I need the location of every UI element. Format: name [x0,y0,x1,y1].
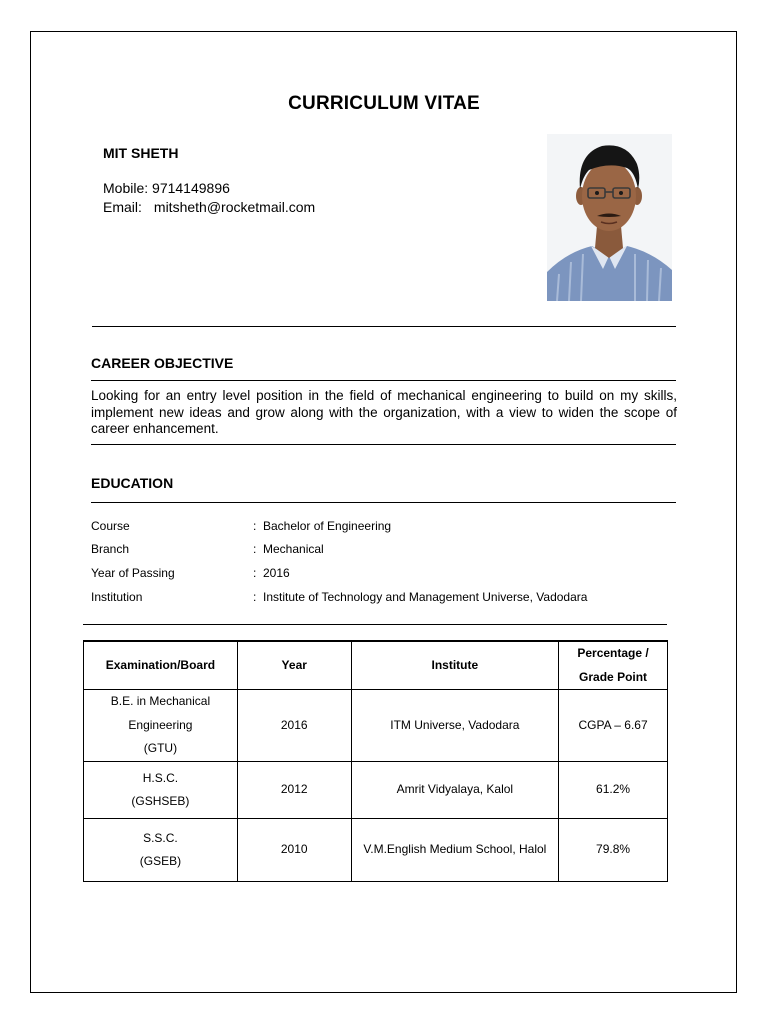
exam-line: B.E. in Mechanical [110,694,211,709]
results-table [83,640,668,882]
row-exam [84,762,238,819]
education-detail-separator: : [253,566,257,580]
career-objective-bottom-rule [91,444,676,445]
row-exam [84,819,238,882]
exam-line: (GTU) [143,741,178,756]
education-detail-label: Course [91,519,130,533]
education-detail-separator: : [253,590,257,604]
row-grade: 61.2% [559,762,668,819]
education-bottom-rule [83,624,667,625]
exam-line: S.S.C. [143,830,178,845]
header-grade [559,641,668,690]
contact-mobile [103,179,230,197]
row-grade: 79.8% [559,819,668,882]
row-year: 2010 [237,819,351,882]
header-institute: Institute [351,641,559,690]
document-title: CURRICULUM VITAE [288,93,480,114]
career-objective-top-rule [91,380,676,381]
header-grade-line1: Percentage / [577,646,649,660]
contact-email [103,198,315,216]
exam-line: H.S.C. [142,770,179,785]
table-row [84,690,668,762]
education-detail-label: Institution [91,590,143,604]
education-detail-separator: : [253,519,257,533]
mobile-value: 9714149896 [152,180,230,196]
education-heading: EDUCATION [91,475,174,491]
row-grade: CGPA – 6.67 [559,690,668,762]
row-institute: Amrit Vidyalaya, Kalol [351,762,559,819]
education-detail-label: Year of Passing [91,566,175,580]
row-institute: ITM Universe, Vadodara [351,690,559,762]
header-grade-line2: Grade Point [579,669,648,684]
header-year: Year [237,641,351,690]
header-divider [92,326,676,327]
email-label: Email: [103,199,142,215]
education-detail-label: Branch [91,542,130,556]
career-objective-heading: CAREER OBJECTIVE [91,355,234,371]
education-detail-value: Institute of Technology and Management Universe, Vadodara [263,590,588,604]
candidate-name: MIT SHETH [103,145,179,161]
mobile-label: Mobile: [103,180,149,196]
career-objective-text: Looking for an entry level position in the field of mechanical engineering to build on my skills, implement new ideas and grow along with the organization, with a view to widen the scope of career enhancement. [91,388,677,436]
table-row [84,819,668,882]
results-header-row [84,641,668,690]
exam-line: (GSEB) [139,854,182,868]
education-detail-value: Bachelor of Engineering [263,519,392,533]
row-year: 2012 [237,762,351,819]
education-detail-value: Mechanical [263,542,324,556]
row-year: 2016 [237,690,351,762]
education-detail-value: 2016 [263,566,290,580]
table-row [84,762,668,819]
profile-photo-illustration [547,134,672,301]
row-exam [84,690,238,762]
education-detail-separator: : [253,542,257,556]
exam-line: Engineering [128,717,193,732]
header-exam: Examination/Board [84,641,238,690]
row-institute: V.M.English Medium School, Halol [351,819,559,882]
exam-line: (GSHSEB) [131,794,190,808]
profile-photo [547,134,672,301]
education-top-rule [91,502,676,503]
email-value: mitsheth@rocketmail.com [153,199,316,215]
